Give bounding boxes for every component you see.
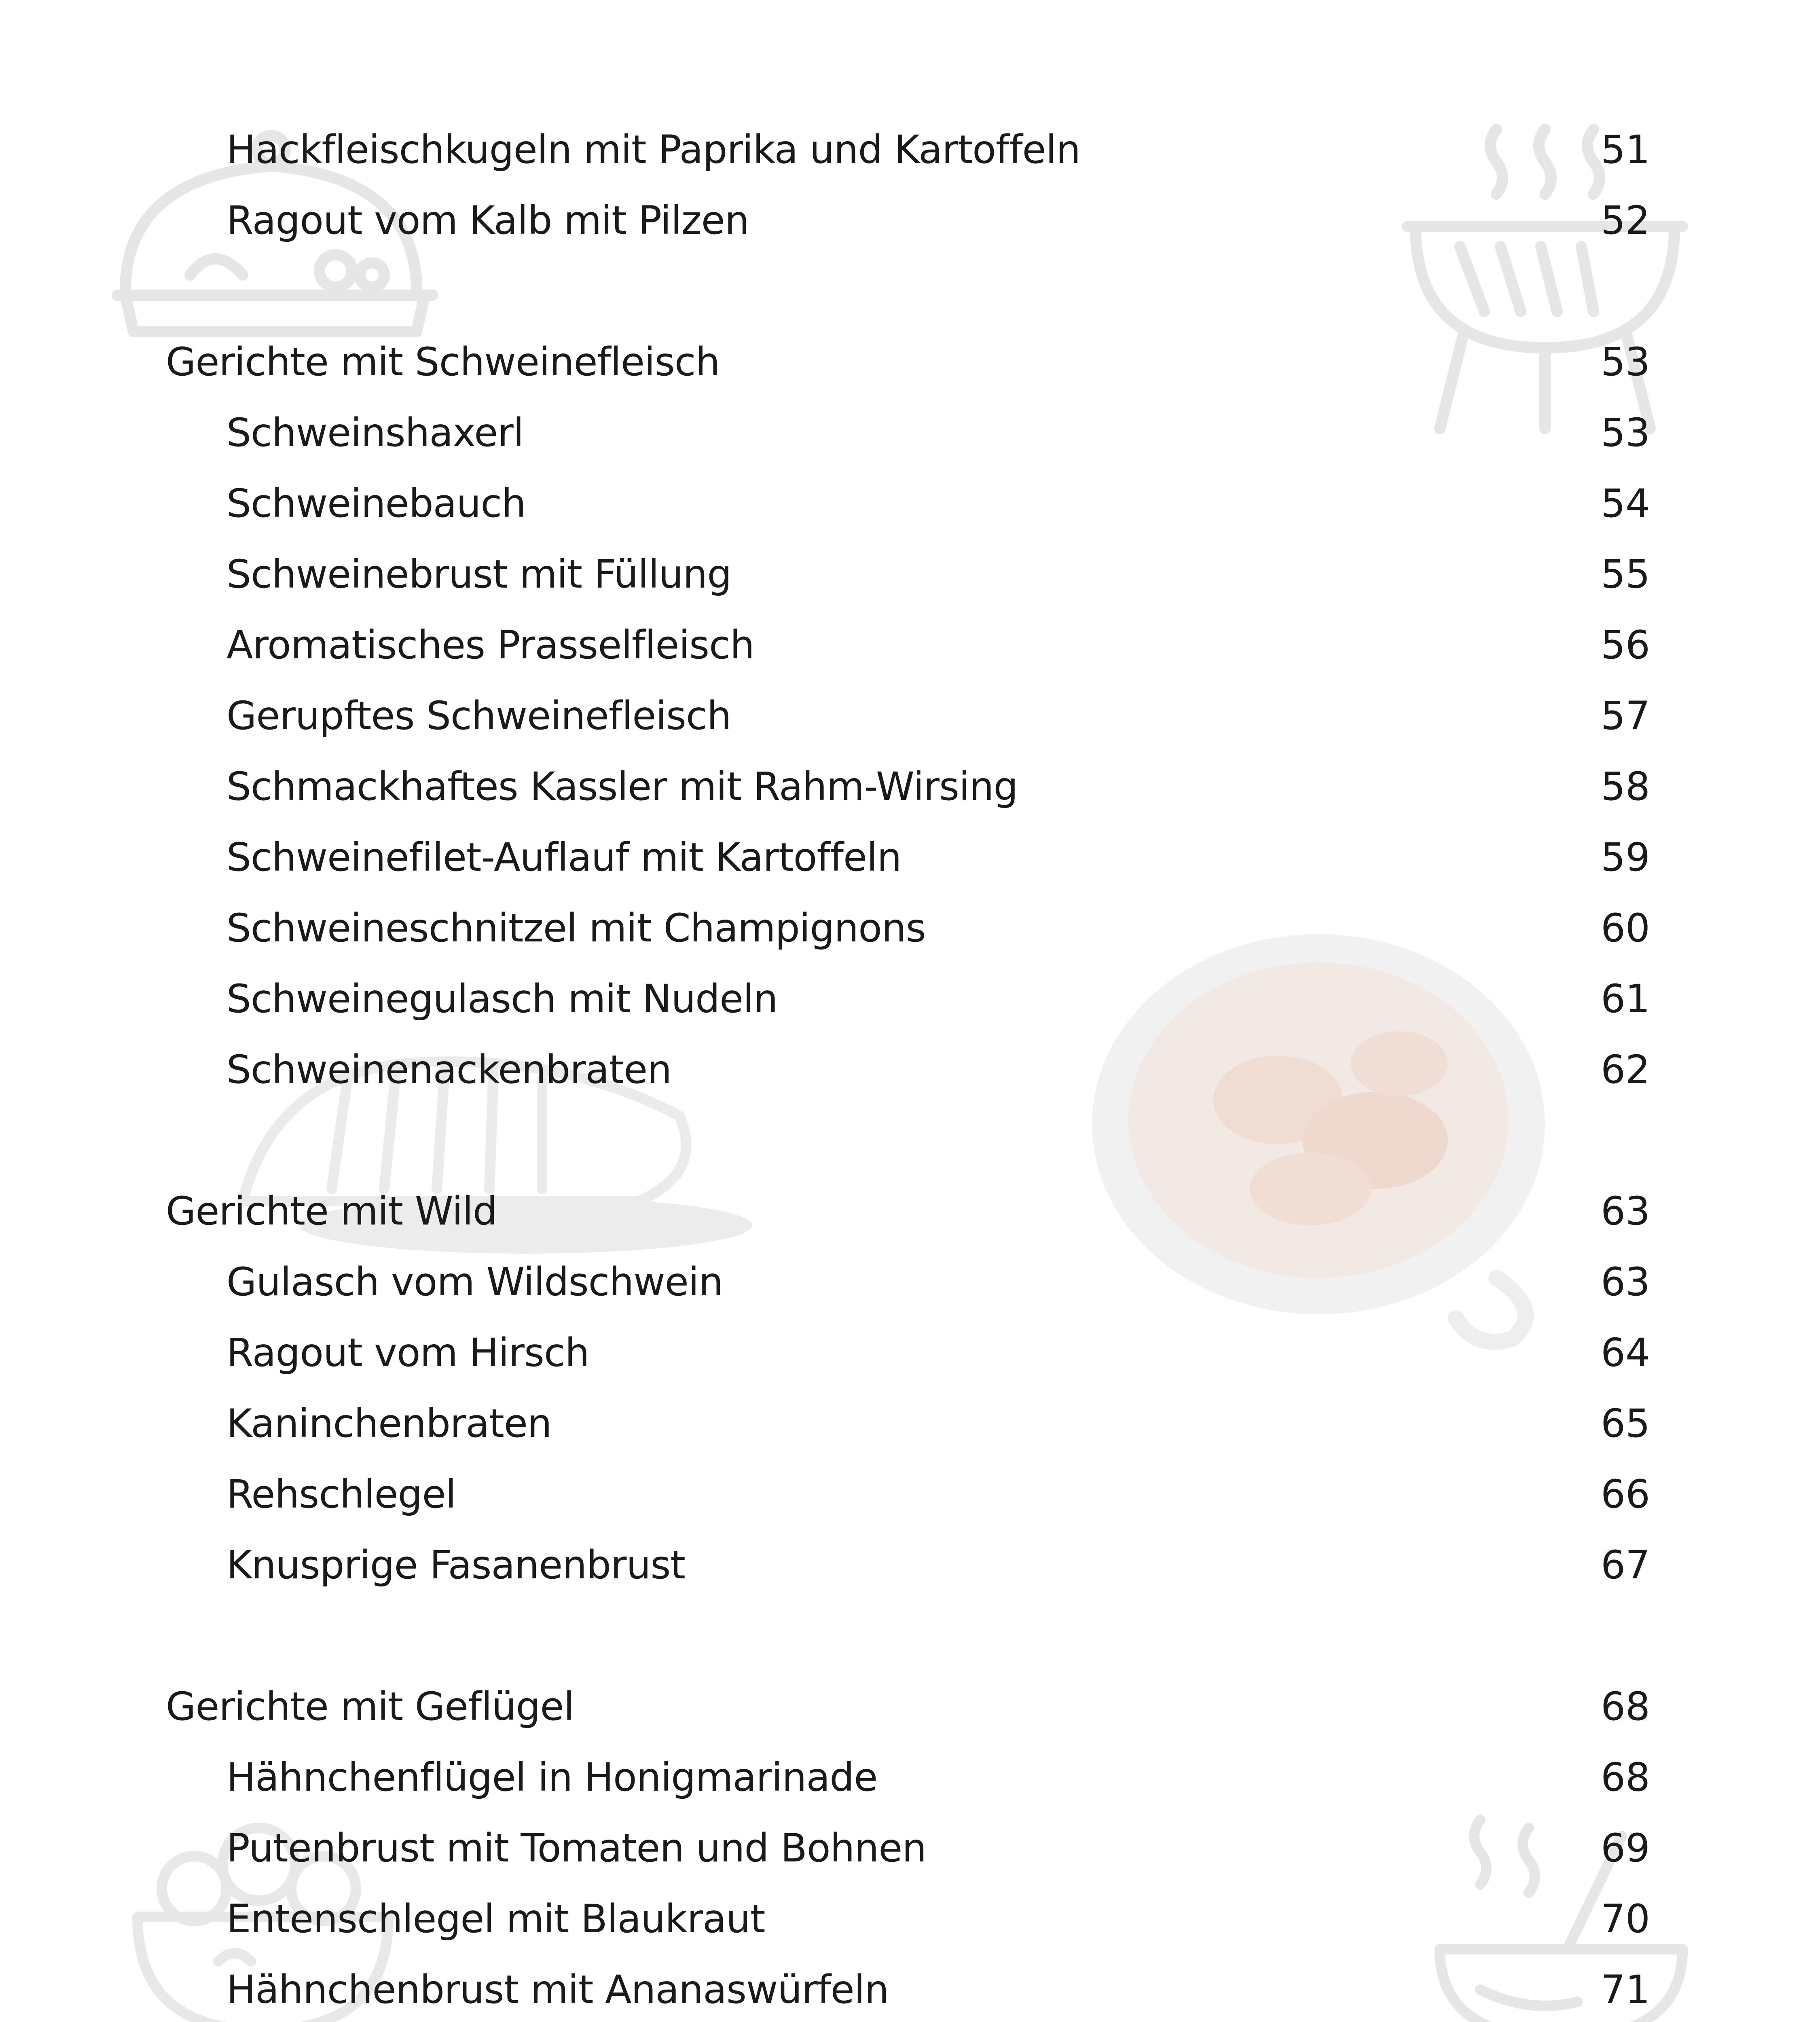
entry-title: Gerupftes Schweinefleisch: [226, 693, 731, 738]
entry-title: Schmackhaftes Kassler mit Rahm-Wirsing: [226, 764, 1018, 809]
page-ref: 53: [1600, 339, 1650, 385]
toc-entry: [0, 754, 1820, 819]
toc-entry: [0, 117, 1820, 182]
page-ref: 56: [1600, 622, 1650, 668]
entry-title: Kaninchenbraten: [226, 1401, 552, 1446]
toc-section-heading: [0, 1674, 1820, 1739]
page-ref: 51: [1600, 127, 1650, 172]
toc-entry: [0, 1391, 1820, 1456]
toc-section-heading: [0, 330, 1820, 394]
toc-entry: [0, 1462, 1820, 1527]
page-ref: 60: [1600, 905, 1650, 951]
section-title: Gerichte mit Geflügel: [166, 1684, 574, 1729]
toc-entry: [0, 1250, 1820, 1314]
entry-title: Rehschlegel: [226, 1472, 456, 1517]
page-ref: 62: [1600, 1047, 1650, 1092]
entry-title: Schweinebauch: [226, 481, 526, 526]
toc-entry: [0, 1037, 1820, 1102]
page-ref: 53: [1600, 410, 1650, 455]
page-ref: 54: [1600, 481, 1650, 526]
page-ref: 59: [1600, 835, 1650, 880]
toc-entry: [0, 896, 1820, 960]
section-title: Gerichte mit Wild: [166, 1189, 497, 1234]
toc-entry: [0, 1887, 1820, 1951]
entry-title: Hackfleischkugeln mit Paprika und Kartoffeln: [226, 127, 1081, 172]
page-ref: 52: [1600, 198, 1650, 243]
entry-title: Hähnchenbrust mit Ananaswürfeln: [226, 1967, 889, 2012]
toc-entry: [0, 613, 1820, 677]
toc-entry: [0, 1745, 1820, 1810]
page-ref: 55: [1600, 552, 1650, 597]
toc-entry: [0, 471, 1820, 536]
entry-title: Schweinebrust mit Füllung: [226, 552, 732, 597]
page-ref: 70: [1600, 1896, 1650, 1942]
entry-title: Ragout vom Hirsch: [226, 1330, 589, 1375]
entry-title: Hähnchenflügel in Honigmarinade: [226, 1755, 878, 1800]
page-ref: 63: [1600, 1259, 1650, 1305]
page-ref: 65: [1600, 1401, 1650, 1446]
toc-entry: [0, 1816, 1820, 1880]
toc-entry: [0, 400, 1820, 465]
page-ref: 63: [1600, 1189, 1650, 1234]
toc-entry: [0, 542, 1820, 607]
page-ref: 57: [1600, 693, 1650, 738]
toc-section-heading: [0, 1179, 1820, 1244]
entry-title: Knusprige Fasanenbrust: [226, 1542, 685, 1588]
entry-title: Entenschlegel mit Blaukraut: [226, 1896, 765, 1942]
toc-entry: [0, 1533, 1820, 1597]
entry-title: Schweinshaxerl: [226, 410, 524, 455]
toc-entry: [0, 1320, 1820, 1385]
toc-entry: [0, 967, 1820, 1031]
toc-entry: [0, 188, 1820, 253]
entry-title: Aromatisches Prasselfleisch: [226, 622, 754, 668]
entry-title: Schweineschnitzel mit Champignons: [226, 905, 926, 951]
page-ref: 68: [1600, 1684, 1650, 1729]
entry-title: Putenbrust mit Tomaten und Bohnen: [226, 1825, 927, 1871]
toc-entry: [0, 683, 1820, 748]
section-title: Gerichte mit Schweinefleisch: [166, 339, 720, 385]
page-ref: 67: [1600, 1542, 1650, 1588]
entry-title: Schweinegulasch mit Nudeln: [226, 976, 778, 1022]
page-ref: 58: [1600, 764, 1650, 809]
page-ref: 64: [1600, 1330, 1650, 1375]
entry-title: Schweinenackenbraten: [226, 1047, 672, 1092]
entry-title: Gulasch vom Wildschwein: [226, 1259, 723, 1305]
toc-entry: [0, 825, 1820, 890]
page-ref: 61: [1600, 976, 1650, 1022]
entry-title: Ragout vom Kalb mit Pilzen: [226, 198, 749, 243]
page-ref: 71: [1600, 1967, 1650, 2012]
entry-title: Schweinefilet-Auflauf mit Kartoffeln: [226, 835, 902, 880]
page-ref: 68: [1600, 1755, 1650, 1800]
page-ref: 66: [1600, 1472, 1650, 1517]
page-ref: 69: [1600, 1825, 1650, 1871]
toc-entry: [0, 1957, 1820, 2022]
